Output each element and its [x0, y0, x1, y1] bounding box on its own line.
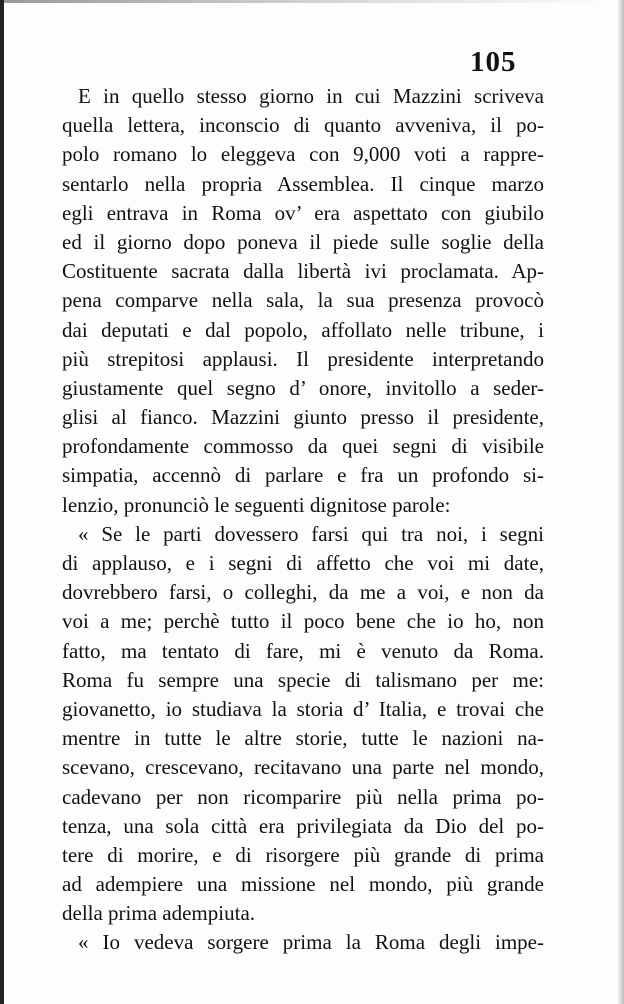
text-line: Costituente sacrata dalla libertà ivi proclamata. Ap-	[62, 259, 544, 284]
text-line: giovanetto, io studiava la storia d’ Italia, e trovai che	[62, 696, 544, 721]
page-right-edge	[618, 0, 624, 1004]
text-line: dovrebbero farsi, o colleghi, da me a voi, e non da	[62, 580, 544, 605]
text-line: « Io vedeva sorgere prima la Roma degli impe-	[78, 930, 544, 955]
text-line: glisi al fianco. Mazzini giunto presso il presidente,	[62, 405, 544, 430]
text-line: pena comparve nella sala, la sua presenza provocò	[62, 288, 544, 313]
text-line: tere di morire, e di risorgere più grande di prima	[62, 842, 544, 867]
text-line: della prima adempiuta.	[62, 901, 256, 926]
text-line: quella lettera, inconscio di quanto avveniva, il po-	[62, 113, 544, 138]
text-line: giustamente quel segno d’ onore, invitollo a seder-	[62, 375, 544, 400]
text-line: ed il giorno dopo poneva il piede sulle soglie della	[62, 229, 544, 254]
text-line: sentarlo nella propria Assemblea. Il cinque marzo	[62, 171, 544, 196]
text-line: ad adempiere una missione nel mondo, più grande	[62, 872, 544, 897]
text-line: cadevano per non ricomparire più nella prima po-	[62, 784, 544, 809]
text-line: profondamente commosso da quei segni di visibile	[62, 434, 544, 459]
page-top-edge	[0, 0, 624, 3]
text-line: « Se le parti dovessero farsi qui tra noi, i segni	[78, 521, 544, 546]
text-line: egli entrava in Roma ov’ era aspettato con giubilo	[62, 200, 544, 225]
text-line: mentre in tutte le altre storie, tutte le nazioni na-	[62, 726, 544, 751]
text-line: lenzio, pronunciò le seguenti dignitose parole:	[62, 492, 451, 517]
text-line: fatto, ma tentato di fare, mi è venuto da Roma.	[62, 638, 544, 663]
text-line: scevano, crescevano, recitavano una parte nel mondo,	[62, 755, 544, 780]
body-text	[62, 82, 544, 958]
text-line: di applauso, e i segni di affetto che voi mi date,	[62, 551, 544, 575]
text-line: simpatia, accennò di parlare e fra un profondo si-	[62, 463, 544, 488]
text-line: dai deputati e dal popolo, affollato nelle tribune, i	[62, 317, 544, 342]
text-line: E in quello stesso giorno in cui Mazzini scriveva	[78, 84, 544, 108]
text-line: tenza, una sola città era privilegiata da Dio del po-	[62, 813, 544, 838]
text-line: Roma fu sempre una specie di talismano per me:	[62, 667, 544, 692]
page-left-binding-edge	[0, 0, 4, 1004]
text-line: più strepitosi applausi. Il presidente interpretando	[62, 346, 544, 371]
text-line: voi a me; perchè tutto il poco bene che io ho, non	[62, 609, 544, 634]
page-number: 105	[470, 46, 517, 78]
text-line: polo romano lo eleggeva con 9,000 voti a rappre-	[62, 142, 544, 167]
